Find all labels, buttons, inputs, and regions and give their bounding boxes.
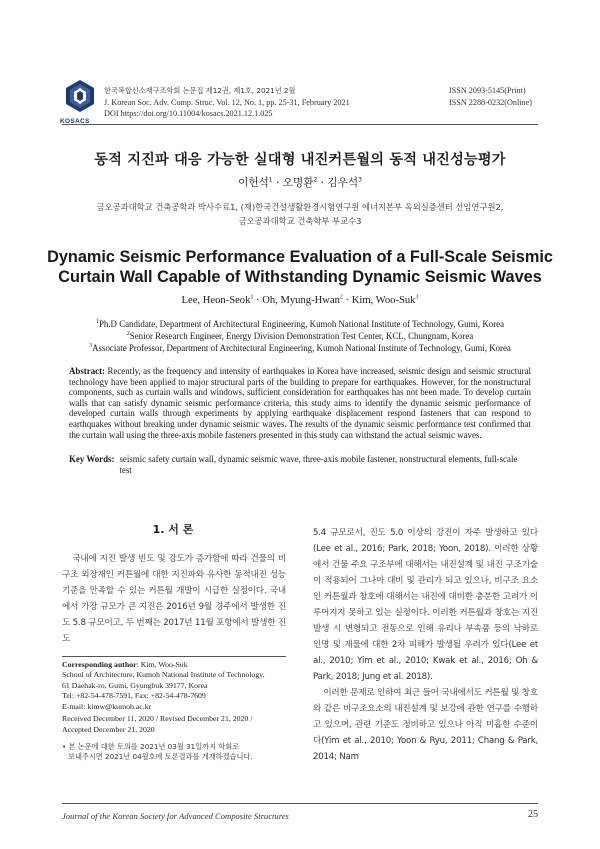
issn-print: ISSN 2093-5145(Print)	[448, 86, 526, 95]
intro-left-paragraph: 국내에 지진 발생 빈도 및 강도가 증가함에 따라 건물의 비구조 외장재인 커튼월에 대한 지진파와 유사한 동적내진 성능 기준을 만족할 수 있는 커튼월 개발이 시급한 실정이다. 국내에서 가장 규모가 큰 지진은 2016년 9월 경주에서 발생한 진도 5.8 규모이고, 두 번째는 2017년 11월 포항에서 발생한 진도	[62, 554, 286, 644]
abstract-label: Abstract:	[69, 366, 105, 376]
intro-right-paragraph-1: 5.4 규모로서, 진도 5.0 이상의 강진이 자주 발생하고 있다(Lee et al., 2016; Park, 2018; Yoon, 2018). 이러한 상황에서 건물 주요 구조부에 대해서는 내진설계 및 내진 구조기술이 적용되어 그나마 대비 및 관리가 되고 있으나, 비구조 요소인 커튼월과 창호에 대해서는 내진에 대비한 충분한 고려가 이루어지지 못하고 있는 실정이다. 이러한 커튼월과 창호는 지진 발생 시 변형되고 전동으로 인해 유리나 부속품 등의 낙하로 인명 및 재물에 대한 2차 피해가 발생될 우려가 있다(Lee et al., 2010; Yim et al., 2010; Kwak et al., 2016; Oh & Park, 2018; Jung et al. 2018).	[313, 528, 538, 682]
affiliation-3: $^3$Associate Professor, Department of Architectural Engineering, Kumoh National Institute of Technology, Gumi, Korea	[89, 343, 511, 354]
intro-right-paragraph-2: 이러한 문제로 인하여 최근 들어 국내에서도 커튼월 및 창호와 같은 비구조요소의 내진설계 및 보강에 관한 연구를 수행하고 있으며, 관련 기준도 정비하고 있으나 아직 미흡한 수준이다(Yim et al., 2010; Yoon & Ryu, 2011; Chang & Park, 2014; Nam	[313, 688, 539, 762]
keywords-text: seismic safety curtain wall, dynamic seismic wave, three-axis mobile fastener, nonstructural elements, full-scale test	[119, 454, 518, 475]
page-number: 25	[528, 809, 538, 820]
corresponding-email[interactable]: E-mail: kimw@kumoh.ac.kr	[62, 701, 152, 711]
logo-label: KOSACS	[60, 118, 90, 125]
journal-english-citation: J. Korean Soc. Adv. Comp. Struc. Vol. 12, No. 1, pp. 25-31, February 2021	[104, 97, 350, 107]
korean-authors: 이헌석$^1$ · 오명환$^2$ · 김우석$^3$	[238, 176, 362, 189]
abstract-text: Recently, as the frequency and intensity of earthquakes in Korea have increased, seismic design and seismic structural technology have been applied to major structural parts of the building to prepare for earthquakes. However, for the nonstructural components, such as curtain walls and windows, sufficient consideration for earthquakes has not been made. To develop curtain walls that can satisfy dynamic seismic performance criteria, this study aims to identify the dynamic seismic performance of developed curtain walls through experiments by applying earthquake displacement respond fasteners that can respond to earthquakes without breaking under dynamic seismic waves. The results of the dynamic seismic performance test confirmed that the curtain wall using the three-axis mobile fasteners presented in this study can withstand the actual seismic waves.	[69, 366, 531, 440]
issn-block	[449, 85, 532, 108]
korean-affiliation-line: 금오공과대학교 건축학부 부교수3	[238, 216, 362, 226]
kosacs-hexagon-icon	[62, 78, 98, 118]
corresponding-label: Corresponding author	[62, 660, 137, 669]
journal-citation	[104, 85, 350, 120]
intro-right-column	[313, 525, 538, 765]
corresponding-address: School of Architecture, Kumoh National Institute of Technology,	[62, 670, 265, 680]
korean-title: 동적 지진파 대응 가능한 실대형 내진커튼월의 동적 내진성능평가	[94, 152, 506, 168]
journal-logo	[62, 78, 98, 118]
corresponding-name: : Kim, Woo-Suk	[136, 660, 188, 669]
footnote-divider	[62, 656, 286, 657]
corresponding-address: 61 Daehak-ro, Gumi, Gyungbuk 39177, Korea	[62, 680, 208, 690]
discussion-notice: • 본 논문에 대한 토의를 2021년 03월 31일까지 학회로 보내주시면 2021년 04월호에 토론결과를 게재하겠습니다.	[62, 742, 253, 761]
issn-online: ISSN 2288-0232(Online)	[448, 97, 532, 107]
doi-line[interactable]: DOI https://doi.org/10.11004/kosacs.2021.12.1.025	[104, 109, 273, 119]
affiliation-2: $^2$Senior Research Engineer, Energy Division Demonstration Test Center, KCL, Chungnam, Korea	[126, 331, 474, 342]
keywords-label: Key Words:	[69, 454, 115, 464]
english-authors: Lee, Heon-Seok$^1$ · Oh, Myung-Hwan$^2$ · Kim, Woo-Suk$^3$	[181, 294, 419, 306]
journal-korean-name: 한국복합신소재구조학회 논문집 제12권, 제1호, 2021년 2월	[104, 86, 296, 95]
korean-affiliations	[62, 200, 538, 228]
affiliation-1: $^1$Ph.D Candidate, Department of Architectural Engineering, Kumoh National Institute of Technology, Gumi, Korea	[95, 319, 505, 329]
footer-journal-name: Journal of the Korean Society for Advanced Composite Structures	[62, 811, 289, 821]
english-title: Dynamic Seismic Performance Evaluation of a Full-Scale Seismic Curtain Wall Capable of Withstanding Dynamic Seismic Waves	[47, 248, 553, 286]
keywords	[69, 454, 531, 475]
korean-affiliation-line: 금오공과대학교 건축공학과 박사수료1, (재)한국건설생활환경시험연구원 에너지본부 옥외실증센터 선임연구원2,	[96, 202, 504, 212]
abstract	[69, 366, 531, 440]
english-affiliations	[62, 318, 538, 355]
footer-divider	[62, 803, 538, 804]
header-divider	[62, 124, 538, 125]
corresponding-phone: Tel: +82-54-478-7591, Fax: +82-54-478-7609	[62, 691, 206, 701]
section-heading: 1. 서 론	[152, 523, 194, 536]
received-dates: Received December 11, 2020 / Revised December 21, 2020 / Accepted December 21, 2020	[62, 714, 253, 734]
corresponding-author-note	[62, 660, 286, 712]
